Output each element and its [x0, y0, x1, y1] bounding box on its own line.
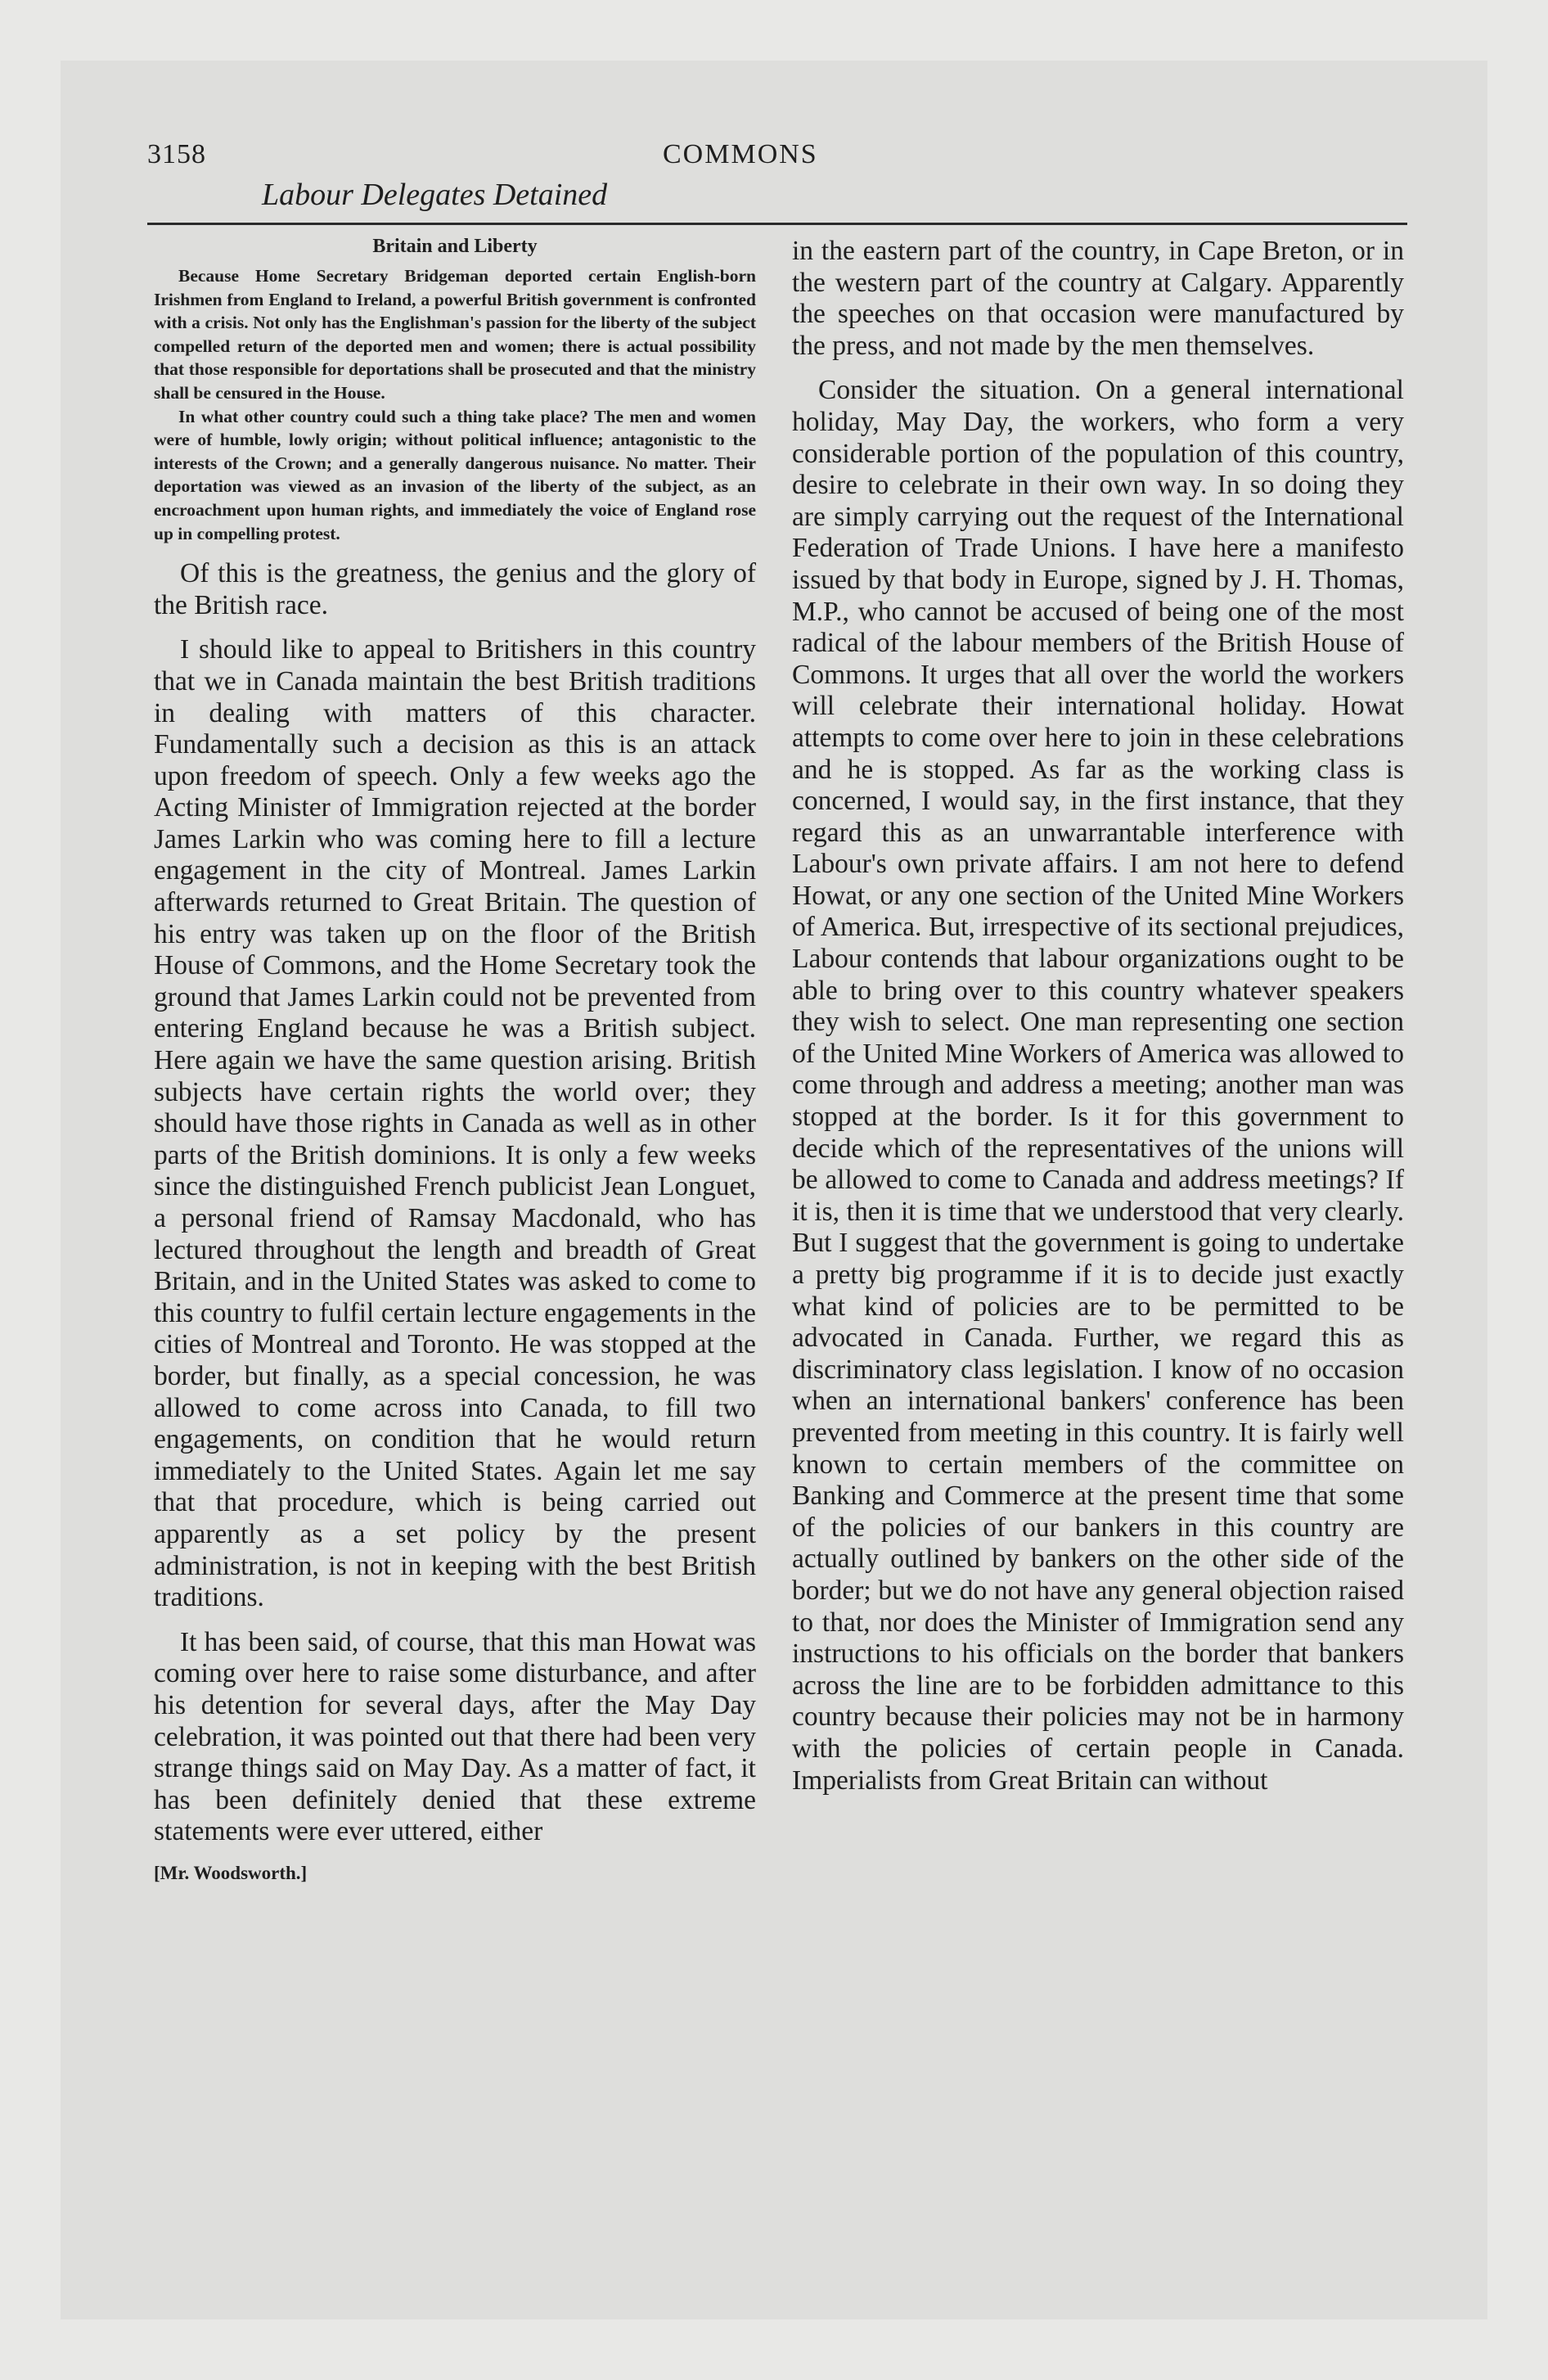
body-paragraph: in the eastern part of the country, in Cape Breton, or in the western part of the country at Calgary. Apparently the speeches on that occasion were manufactured by the press, and not made by the men themselves. — [792, 236, 1404, 361]
page-header — [147, 139, 1407, 221]
body-paragraph: Consider the situation. On a general international holiday, May Day, the workers, who form a very considerable portion of the population of this country, desire to celebrate in their own way. In so doing they are simply carrying out the request of the International Federation of Trade Unions. I have here a manifesto issued by that body in Europe, signed by J. H. Thomas, M.P., who cannot be accused of being one of the most radical of the labour members of the British House of Commons. It urges that all over the world the workers will celebrate their international holiday. Howat attempts to come over here to join in these celebrations and he is stopped. As far as the working class is concerned, I would say, in the first instance, that they regard this as an unwarrantable interference with Labour's own private affairs. I am not here to defend Howat, or any one section of the United Mine Workers of America. But, irrespective of its sectional prejudices, Labour contends that labour organizations ought to be able to bring over to this country whatever speakers they wish to select. One man representing one section of the United Mine Workers of America was allowed to come through and address a meeting; another man was stopped at the border. Is it for this government to decide which of the representatives of the unions will be allowed to come to Canada and address meetings? If it is, then it is time that we understood that very clearly. But I suggest that the government is going to undertake a pretty big programme if it is to decide just exactly what kind of policies are to be permitted to be advocated in Canada. Further, we regard this as discriminatory class legislation. I know of no occasion when an international bankers' conference has been prevented from meeting in this country. It is fairly well known to certain members of the committee on Banking and Commerce at the present time that some of the policies of our bankers in this country are actually outlined by bankers on the other side of the border; but we do not have any general objection raised to that, nor does the Minister of Immigration send any instructions to his officials on the border that bankers across the line are to be forbidden admittance to this country because their policies may not be in harmony with the policies of certain people in Canada. Imperialists from Great Britain can without — [792, 375, 1404, 1796]
left-column — [154, 236, 756, 1884]
inset-paragraph: Because Home Secretary Bridgeman deported certain English-born Irishmen from England to Ireland, a powerful British government is confronted with a crisis. Not only has the Englishman's passion for the liberty of the subject compelled return of the deported men and women; there is actual possibility that those responsible for deportations shall be prosecuted and that the ministry shall be censured in the House. — [154, 266, 756, 403]
body-paragraph: I should like to appeal to Britishers in this country that we in Canada maintain the best British traditions in dealing with matters of this character. Fundamentally such a decision as this is an attack upon freedom of speech. Only a few weeks ago the Acting Minister of Immigration rejected at the border James Larkin who was coming here to fill a lecture engagement in the city of Montreal. James Larkin afterwards returned to Great Britain. The question of his entry was taken up on the floor of the British House of Commons, and the Home Secretary took the ground that James Larkin could not be prevented from entering England because he was a British subject. Here again we have the same question arising. British subjects have certain rights the world over; they should have those rights in Canada as well as in other parts of the British dominions. It is only a few weeks since the distinguished French publicist Jean Longuet, a personal friend of Ramsay Macdonald, who has lectured throughout the length and breadth of Great Britain, and in the United States was asked to come to this country to fulfil certain lecture engagements in the cities of Montreal and Toronto. He was stopped at the border, but finally, as a special concession, he was allowed to come across into Canada, to fill two engagements, on condition that he would return immediately to the United States. Again let me say that that procedure, which is being carried out apparently as a set policy by the present administration, is not in keeping with the best British traditions. — [154, 634, 756, 1613]
running-title: Labour Delegates Detained — [262, 178, 608, 212]
right-column — [792, 236, 1404, 1796]
header-rule — [147, 223, 1407, 225]
body-paragraph: It has been said, of course, that this man Howat was coming over here to raise some disturbance, and after his detention for several days, after the May Day celebration, it was pointed out that there had been very strange things said on May Day. As a matter of fact, it has been definitely denied that these extreme statements were ever uttered, either — [154, 1626, 756, 1847]
body-paragraph: Of this is the greatness, the genius and the glory of the British race. — [154, 558, 756, 620]
chamber-title: COMMONS — [663, 139, 818, 169]
page-number: 3158 — [147, 139, 206, 169]
inset-box — [154, 236, 756, 545]
speaker-label: [Mr. Woodsworth.] — [154, 1862, 308, 1883]
inset-paragraph: In what other country could such a thing take place? The men and women were of humble, lowly origin; without political influence; antagonistic to the interests of the Crown; and a generally dangerous nuisance. No matter. Their deportation was viewed as an invasion of the liberty of the subject, as an encroachment upon human rights, and immediately the voice of England rose up in compelling protest. — [154, 406, 756, 543]
inset-title: Britain and Liberty — [372, 236, 538, 257]
